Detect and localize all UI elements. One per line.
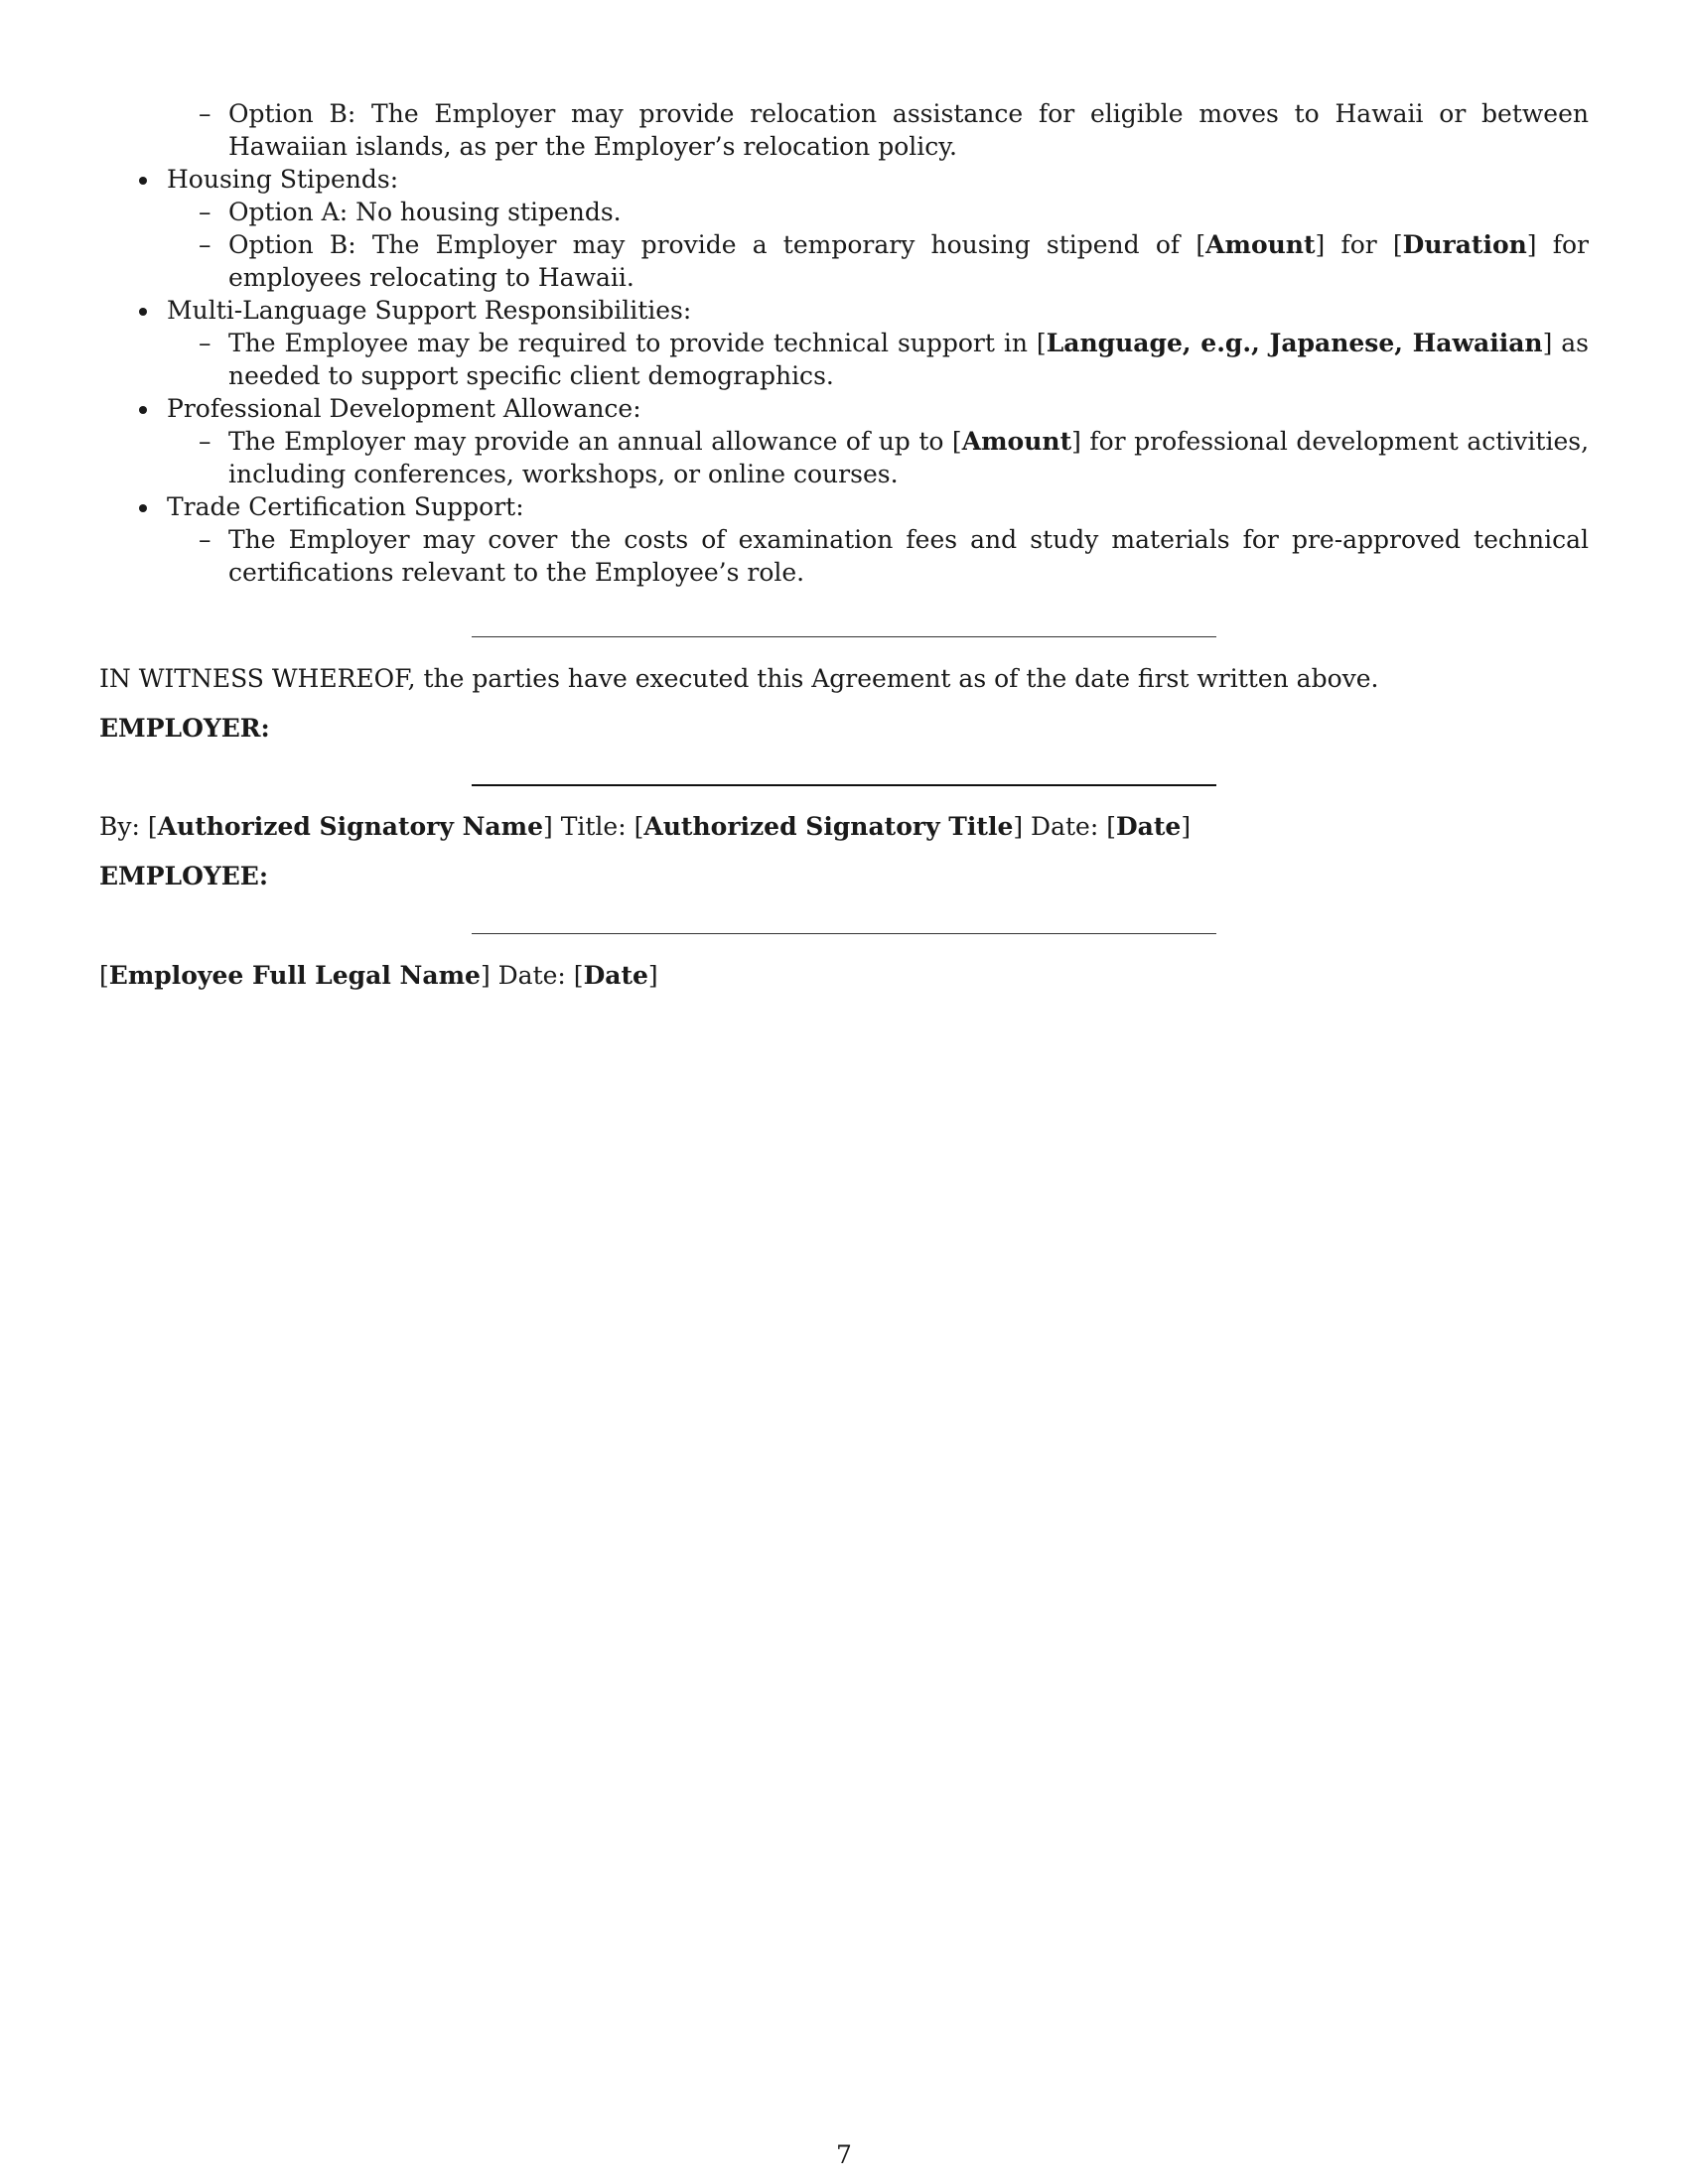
text-run: ] for professional development activities, including conferences, workshops, or online courses. [228, 427, 1590, 488]
language-placeholder: Language, e.g., Japanese, Hawaiian [1046, 329, 1543, 357]
dash-marker: – [199, 230, 211, 259]
employer-signature-line [472, 784, 1216, 786]
dash-marker: – [199, 198, 211, 226]
text-run: Option B: The Employer may provide a temporary housing stipend of [ [228, 230, 1206, 259]
housing-option-a-text: Option A: No housing stipends. [228, 198, 622, 226]
text-run: ] for [ [1315, 230, 1403, 259]
text-run: The Employer may provide an annual allowance of up to [ [228, 427, 962, 456]
bullet-trade-certification [99, 490, 1589, 523]
housing-label: Housing Stipends: [167, 165, 399, 194]
bullet-icon [139, 308, 147, 316]
bullet-multi-language [99, 294, 1589, 327]
text-run: By: [ [99, 812, 158, 841]
language-label: Multi-Language Support Responsibilities: [167, 296, 692, 325]
housing-option-b-text [228, 230, 1589, 292]
section-divider [472, 636, 1216, 637]
relocation-option-b-text: Option B: The Employer may provide relocation assistance for eligible moves to Hawaii or between Hawaiian islands, as per the Employer’s relocation policy. [228, 99, 1589, 161]
employee-name-placeholder: Employee Full Legal Name [108, 961, 481, 990]
certification-detail [99, 523, 1589, 589]
language-detail-text [228, 329, 1589, 390]
dash-marker: – [199, 99, 211, 128]
text-run: The Employee may be required to provide technical support in [ [228, 329, 1047, 357]
text-run: ] for employees relocating to Hawaii. [228, 230, 1589, 292]
text-run: [ [99, 961, 109, 990]
date-placeholder: Date [583, 961, 648, 990]
text-run: ] Title: [ [543, 812, 644, 841]
page-number: 7 [836, 2140, 852, 2169]
dash-marker: – [199, 525, 211, 554]
date-placeholder: Date [1115, 812, 1182, 841]
language-detail [99, 327, 1589, 392]
benefits-list [99, 97, 1589, 589]
employee-signature-line [472, 933, 1216, 934]
text-run: ] Date: [ [1013, 812, 1116, 841]
dash-marker: – [199, 329, 211, 357]
development-detail [99, 425, 1589, 490]
employee-heading: EMPLOYEE: [99, 862, 269, 890]
certification-label: Trade Certification Support: [167, 492, 524, 521]
employee-signatory-line [99, 959, 658, 992]
duration-placeholder: Duration [1402, 230, 1527, 259]
dash-marker: – [199, 427, 211, 456]
amount-placeholder: Amount [961, 427, 1072, 456]
development-label: Professional Development Allowance: [167, 394, 641, 423]
bullet-icon [139, 406, 147, 414]
text-run: ] [647, 961, 658, 990]
signatory-title-placeholder: Authorized Signatory Title [643, 812, 1014, 841]
relocation-option-b [99, 97, 1589, 163]
employer-heading: EMPLOYER: [99, 714, 270, 743]
development-detail-text [228, 427, 1589, 488]
witness-statement: IN WITNESS WHEREOF, the parties have executed this Agreement as of the date first written above. [99, 664, 1379, 693]
housing-option-a [99, 196, 1589, 228]
text-run: ] Date: [ [480, 961, 584, 990]
bullet-housing-stipends [99, 163, 1589, 196]
amount-placeholder: Amount [1205, 230, 1316, 259]
bullet-professional-development [99, 392, 1589, 425]
employer-signatory-line [99, 810, 1191, 843]
bullet-icon [139, 177, 147, 185]
text-run: ] [1181, 812, 1192, 841]
certification-detail-text: The Employer may cover the costs of examination fees and study materials for pre-approved technical certifications relevant to the Employee’s role. [228, 525, 1589, 587]
signatory-name-placeholder: Authorized Signatory Name [157, 812, 543, 841]
housing-option-b [99, 228, 1589, 294]
text-run: ] as needed to support specific client demographics. [228, 329, 1590, 390]
bullet-icon [139, 504, 147, 512]
